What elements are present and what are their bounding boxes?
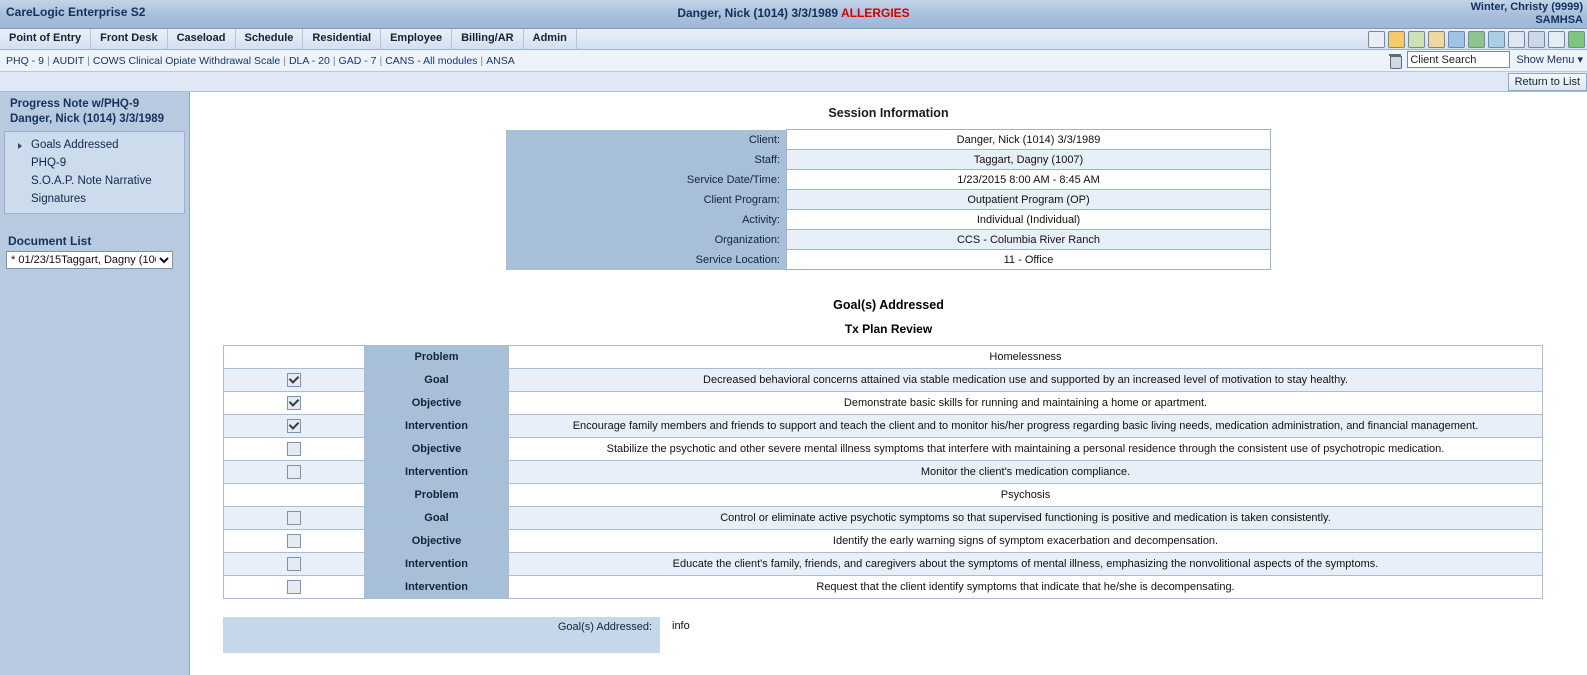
- main-menu-bar: [0, 29, 1587, 50]
- user-org: SAMHSA: [1535, 14, 1583, 26]
- submenu-right-controls: [1389, 51, 1585, 68]
- refresh-icon[interactable]: [1488, 31, 1505, 48]
- tx-text-cell: Psychosis: [509, 484, 1543, 507]
- client-banner-name: Danger, Nick (1014) 3/3/1989: [677, 6, 841, 20]
- session-label-service-location: Service Location:: [506, 250, 787, 270]
- table-row: [224, 484, 1543, 507]
- client-banner: [0, 6, 1587, 20]
- show-menu-label: Show Menu: [1516, 54, 1575, 66]
- link-cans[interactable]: CANS - All modules: [385, 54, 478, 67]
- tx-checkbox[interactable]: [287, 396, 301, 410]
- note-client: Danger, Nick (1014) 3/3/1989: [10, 113, 165, 125]
- tx-type-cell: Intervention: [365, 576, 509, 599]
- session-value-staff: Taggart, Dagny (1007): [787, 150, 1271, 170]
- tx-text-cell: Monitor the client's medication compliance.: [509, 461, 1543, 484]
- tx-checkbox-cell: [224, 530, 365, 553]
- table-row: [506, 130, 1271, 150]
- assessment-links: [6, 55, 515, 67]
- session-value-service-date-time: 1/23/2015 8:00 AM - 8:45 AM: [787, 170, 1271, 190]
- table-row: [224, 415, 1543, 438]
- session-label-client-program: Client Program:: [506, 190, 787, 210]
- show-menu-toggle[interactable]: [1516, 53, 1585, 66]
- session-value-client-program: Outpatient Program (OP): [787, 190, 1271, 210]
- sidebar-item-goals-addressed[interactable]: [5, 136, 184, 154]
- table-row: [506, 210, 1271, 230]
- sidebar-item-phq-9[interactable]: [5, 154, 184, 172]
- goals-addressed-field-label: Goal(s) Addressed:: [223, 617, 660, 653]
- menu-item-admin[interactable]: Admin: [524, 29, 577, 49]
- tx-type-cell: Intervention: [365, 415, 509, 438]
- main-content: [190, 92, 1587, 675]
- tx-checkbox[interactable]: [287, 557, 301, 571]
- link-audit[interactable]: AUDIT: [52, 54, 85, 67]
- action-bar: [0, 72, 1587, 92]
- contacts-icon[interactable]: [1408, 31, 1425, 48]
- tx-type-cell: Intervention: [365, 553, 509, 576]
- tx-type-cell: Objective: [365, 392, 509, 415]
- sidebar-item-label: Signatures: [31, 193, 86, 205]
- tx-checkbox-cell: [224, 369, 365, 392]
- tx-checkbox-cell: [224, 553, 365, 576]
- menu-item-billing-ar[interactable]: Billing/AR: [452, 29, 524, 49]
- sidebar-item-soap-note-narrative[interactable]: [5, 172, 184, 190]
- tx-checkbox-cell: [224, 507, 365, 530]
- client-search-input[interactable]: [1407, 51, 1510, 68]
- link-cows[interactable]: COWS Clinical Opiate Withdrawal Scale: [92, 54, 281, 67]
- sidebar: [0, 92, 190, 675]
- tx-checkbox[interactable]: [287, 580, 301, 594]
- link-separator: |: [332, 54, 336, 67]
- table-row: [224, 530, 1543, 553]
- menu-item-front-desk[interactable]: Front Desk: [91, 29, 167, 49]
- session-label-staff: Staff:: [506, 150, 787, 170]
- table-row: [506, 150, 1271, 170]
- link-ansa[interactable]: ANSA: [486, 54, 515, 67]
- table-row: [506, 190, 1271, 210]
- chevron-down-icon: ▾: [1577, 54, 1583, 66]
- lock-icon[interactable]: [1428, 31, 1445, 48]
- session-value-activity: Individual (Individual): [787, 210, 1271, 230]
- tx-checkbox[interactable]: [287, 511, 301, 525]
- session-label-service-date-time: Service Date/Time:: [506, 170, 787, 190]
- table-row: [224, 392, 1543, 415]
- tx-checkbox[interactable]: [287, 419, 301, 433]
- session-label-organization: Organization:: [506, 230, 787, 250]
- tx-checkbox-cell: [224, 461, 365, 484]
- title-bar: [0, 0, 1587, 29]
- tx-text-cell: Demonstrate basic skills for running and maintaining a home or apartment.: [509, 392, 1543, 415]
- tx-checkbox[interactable]: [287, 534, 301, 548]
- tx-text-cell: Request that the client identify symptoms that indicate that he/she is decompensating.: [509, 576, 1543, 599]
- calendar-icon[interactable]: [1448, 31, 1465, 48]
- tx-checkbox[interactable]: [287, 465, 301, 479]
- document-list-title: Document List: [8, 234, 92, 248]
- trash-icon[interactable]: [1389, 53, 1401, 67]
- note-section-nav: [4, 131, 185, 214]
- menu-item-caseload[interactable]: Caseload: [168, 29, 236, 49]
- grid-icon[interactable]: [1528, 31, 1545, 48]
- tx-type-cell: Problem: [365, 346, 509, 369]
- tx-checkbox-cell: [224, 576, 365, 599]
- session-label-activity: Activity:: [506, 210, 787, 230]
- table-row: [224, 461, 1543, 484]
- goals-addressed-title: Goal(s) Addressed: [833, 298, 944, 312]
- table-row: [224, 346, 1543, 369]
- tx-type-cell: Objective: [365, 530, 509, 553]
- page-body: [0, 92, 1587, 675]
- table-row: [224, 553, 1543, 576]
- session-label-client: Client:: [506, 130, 787, 150]
- tx-checkbox-cell: [224, 346, 365, 369]
- table-row: [224, 507, 1543, 530]
- table-row: [224, 369, 1543, 392]
- mail-icon[interactable]: [1548, 31, 1565, 48]
- session-value-service-location: 11 - Office: [787, 250, 1271, 270]
- tx-text-cell: Encourage family members and friends to support and teach the client and to monitor his/her progress regarding basic living needs, medication administration, and financial management.: [509, 415, 1543, 438]
- tx-type-cell: Goal: [365, 507, 509, 530]
- menu-item-point-of-entry[interactable]: Point of Entry: [0, 29, 91, 49]
- toolbar-icon-group: [1368, 31, 1585, 48]
- tx-text-cell: Stabilize the psychotic and other severe mental illness symptoms that interfere with maintaining a personal residence through the consistent use of psychotropic medication.: [509, 438, 1543, 461]
- assessment-links-bar: [0, 50, 1587, 72]
- window-icon[interactable]: [1508, 31, 1525, 48]
- user-name: Winter, Christy (9999): [1470, 1, 1583, 13]
- tx-plan-review-title: Tx Plan Review: [844, 322, 933, 336]
- menu-item-residential[interactable]: Residential: [303, 29, 381, 49]
- session-value-organization: CCS - Columbia River Ranch: [787, 230, 1271, 250]
- link-gad-7[interactable]: GAD - 7: [338, 54, 377, 67]
- tx-text-cell: Identify the early warning signs of symptom exacerbation and decompensation.: [509, 530, 1543, 553]
- menu-item-schedule[interactable]: Schedule: [236, 29, 304, 49]
- link-dla-20[interactable]: DLA - 20: [288, 54, 330, 67]
- session-information-title: Session Information: [828, 106, 949, 120]
- form-icon[interactable]: [1368, 31, 1385, 48]
- logged-in-user: [1471, 1, 1583, 27]
- link-separator: |: [87, 54, 90, 67]
- tx-checkbox-cell: [224, 484, 365, 507]
- sidebar-item-label: Goals Addressed: [31, 139, 119, 151]
- tx-text-cell: Educate the client's family, friends, and caregivers about the symptoms of mental illness, emphasizing the nonvolitional aspects of the symptoms.: [509, 553, 1543, 576]
- document-list-select[interactable]: [6, 251, 173, 269]
- table-row: [506, 230, 1271, 250]
- tx-text-cell: Homelessness: [509, 346, 1543, 369]
- session-information-table: [506, 129, 1271, 270]
- tx-checkbox[interactable]: [287, 373, 301, 387]
- link-phq-9[interactable]: PHQ - 9: [6, 54, 44, 67]
- tx-checkbox-cell: [224, 438, 365, 461]
- tx-text-cell: Decreased behavioral concerns attained via stable medication use and supported by an increased level of motivation to stay healthy.: [509, 369, 1543, 392]
- tx-text-cell: Control or eliminate active psychotic symptoms so that supervised functioning is positive and medication is taken consistently.: [509, 507, 1543, 530]
- tx-checkbox-cell: [224, 392, 365, 415]
- tx-plan-review-table: [223, 345, 1543, 599]
- goals-addressed-field-row: [223, 617, 1587, 653]
- table-row: [506, 250, 1271, 270]
- chart-icon[interactable]: [1468, 31, 1485, 48]
- link-separator: |: [379, 54, 383, 67]
- tx-type-cell: Problem: [365, 484, 509, 507]
- tx-type-cell: Intervention: [365, 461, 509, 484]
- session-value-client: Danger, Nick (1014) 3/3/1989: [787, 130, 1271, 150]
- tx-type-cell: Goal: [365, 369, 509, 392]
- sidebar-item-label: PHQ-9: [31, 157, 67, 169]
- goals-addressed-field-value: info: [672, 620, 690, 632]
- table-row: [224, 576, 1543, 599]
- allergies-badge[interactable]: ALLERGIES: [840, 6, 910, 20]
- tx-checkbox-cell: [224, 415, 365, 438]
- application-title: CareLogic Enterprise S2: [6, 5, 146, 19]
- return-to-list-button[interactable]: Return to List: [1508, 73, 1587, 91]
- note-header: [0, 92, 189, 131]
- link-separator: |: [283, 54, 286, 67]
- link-separator: |: [480, 54, 484, 67]
- menu-item-employee[interactable]: Employee: [381, 29, 452, 49]
- sidebar-item-label: S.O.A.P. Note Narrative: [31, 175, 152, 187]
- folder-icon[interactable]: [1388, 31, 1405, 48]
- tx-type-cell: Objective: [365, 438, 509, 461]
- tx-checkbox[interactable]: [287, 442, 301, 456]
- link-separator: |: [46, 54, 50, 67]
- note-title: Progress Note w/PHQ-9: [10, 98, 140, 110]
- table-row: [506, 170, 1271, 190]
- table-row: [224, 438, 1543, 461]
- sidebar-item-signatures[interactable]: [5, 190, 184, 208]
- help-icon[interactable]: [1568, 31, 1585, 48]
